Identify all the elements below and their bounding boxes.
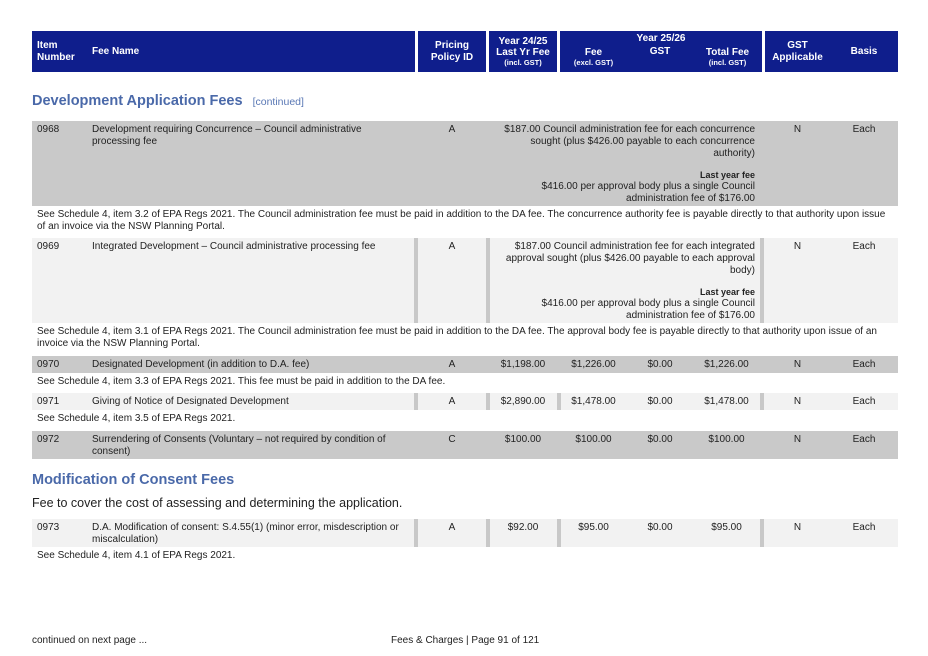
- gst-amount: $0.00: [647, 396, 673, 407]
- footer-continued: continued on next page ...: [32, 635, 148, 646]
- fee-name: Surrendering of Consents (Voluntary – not required by condition of consent): [92, 434, 386, 457]
- column-divider: [486, 238, 490, 323]
- footer-page-number: Fees & Charges | Page 91 of 121: [391, 635, 540, 646]
- item-number: 0968: [37, 124, 60, 135]
- last-yr-fee: $2,890.00: [500, 396, 546, 407]
- pricing-policy: A: [448, 359, 456, 370]
- header-pricing-policy: Pricing Policy ID: [418, 31, 486, 72]
- pricing-policy: A: [448, 241, 456, 252]
- last-yr-fee: $1,198.00: [500, 359, 546, 370]
- fee-name: D.A. Modification of consent: S.4.55(1) (minor error, misdescription or miscalculation): [92, 522, 399, 545]
- total-fee: $100.00: [708, 434, 745, 445]
- last-yr-fee: $100.00: [504, 434, 542, 445]
- section-title-modification: Modification of Consent Fees: [32, 472, 235, 488]
- column-divider: [760, 393, 764, 410]
- total-fee: $95.00: [711, 522, 742, 533]
- basis: Each: [852, 124, 876, 135]
- row-note: See Schedule 4, item 3.1 of EPA Regs 2021. The Council administration fee must be paid in addition to the DA fee. The approval body fee is payable directly to that authority upon issue of an invoice via the NSW Planning Portal.: [37, 326, 877, 349]
- section-title-development: Development Application Fees [continued]: [32, 93, 304, 109]
- section-intro: Fee to cover the cost of assessing and determining the application.: [32, 496, 403, 510]
- last-year-label: Last year fee: [699, 170, 755, 180]
- header-last-yr-fee: Year 24/25 Last Yr Fee (incl. GST): [489, 31, 557, 72]
- fee-name: Development requiring Concurrence – Council administrative processing fee: [92, 124, 362, 147]
- header-gst: GST: [649, 46, 671, 58]
- row-note: See Schedule 4, item 3.5 of EPA Regs 2021.: [37, 413, 236, 424]
- gst-applicable: N: [793, 434, 802, 445]
- fee-description: $187.00 Council administration fee for each integrated approval sought (plus $426.00 payable to each approval body): [505, 241, 755, 276]
- basis: Each: [852, 396, 876, 407]
- fee-name: Giving of Notice of Designated Development: [92, 396, 289, 407]
- header-basis: Basis: [830, 31, 898, 72]
- fee-name: Integrated Development – Council administrative processing fee: [92, 241, 376, 252]
- gst-applicable: N: [793, 124, 802, 135]
- column-divider: [760, 519, 764, 547]
- gst-amount: $0.00: [647, 434, 673, 445]
- header-fee-name: Fee Name: [87, 31, 415, 72]
- pricing-policy: A: [448, 396, 456, 407]
- row-note: See Schedule 4, item 3.3 of EPA Regs 2021. This fee must be paid in addition to the DA fee.: [37, 376, 446, 387]
- last-year-description: $416.00 per approval body plus a single Council administration fee of $176.00: [541, 181, 755, 204]
- fee-description: $187.00 Council administration fee for each concurrence sought (plus $426.00 payable to each concurrence authority): [504, 124, 755, 159]
- last-yr-fee: $92.00: [507, 522, 539, 533]
- last-year-label: Last year fee: [699, 287, 755, 297]
- item-number: 0969: [37, 241, 60, 252]
- header-fee: Fee (excl. GST): [573, 47, 614, 67]
- row-note: See Schedule 4, item 4.1 of EPA Regs 2021.: [37, 550, 236, 561]
- basis: Each: [852, 359, 876, 370]
- gst-applicable: N: [793, 522, 802, 533]
- gst-amount: $0.00: [647, 522, 673, 533]
- gst-applicable: N: [793, 396, 802, 407]
- pricing-policy: C: [448, 434, 456, 445]
- pricing-policy: A: [448, 124, 456, 135]
- item-number: 0970: [37, 359, 60, 370]
- fee-excl-gst: $1,478.00: [571, 396, 616, 407]
- last-year-description: $416.00 per approval body plus a single Council administration fee of $176.00: [541, 298, 755, 321]
- column-divider: [760, 238, 764, 323]
- pricing-policy: A: [448, 522, 456, 533]
- header-gst-applicable: GST Applicable: [765, 31, 830, 72]
- total-fee: $1,478.00: [704, 396, 749, 407]
- header-total-fee: Total Fee (incl. GST): [705, 47, 750, 67]
- item-number: 0973: [37, 522, 60, 533]
- basis: Each: [852, 522, 876, 533]
- gst-applicable: N: [793, 241, 802, 252]
- basis: Each: [852, 241, 876, 252]
- item-number: 0972: [37, 434, 60, 445]
- header-year-2526: Year 25/26: [636, 33, 686, 44]
- fee-excl-gst: $1,226.00: [571, 359, 616, 370]
- fee-excl-gst: $100.00: [575, 434, 612, 445]
- continued-label: [continued]: [252, 96, 304, 108]
- row-note: See Schedule 4, item 3.2 of EPA Regs 2021. The Council administration fee must be paid in addition to the DA fee. The concurrence authority fee is payable directly to that authority upon issue of an invoice via the NSW Planning Portal.: [37, 209, 886, 232]
- gst-applicable: N: [793, 359, 802, 370]
- header-item-number: Item Number: [32, 31, 87, 72]
- fee-name: Designated Development (in addition to D.A. fee): [92, 359, 310, 370]
- item-number: 0971: [37, 396, 60, 407]
- gst-amount: $0.00: [647, 359, 673, 370]
- fee-excl-gst: $95.00: [578, 522, 609, 533]
- total-fee: $1,226.00: [704, 359, 749, 370]
- basis: Each: [852, 434, 876, 445]
